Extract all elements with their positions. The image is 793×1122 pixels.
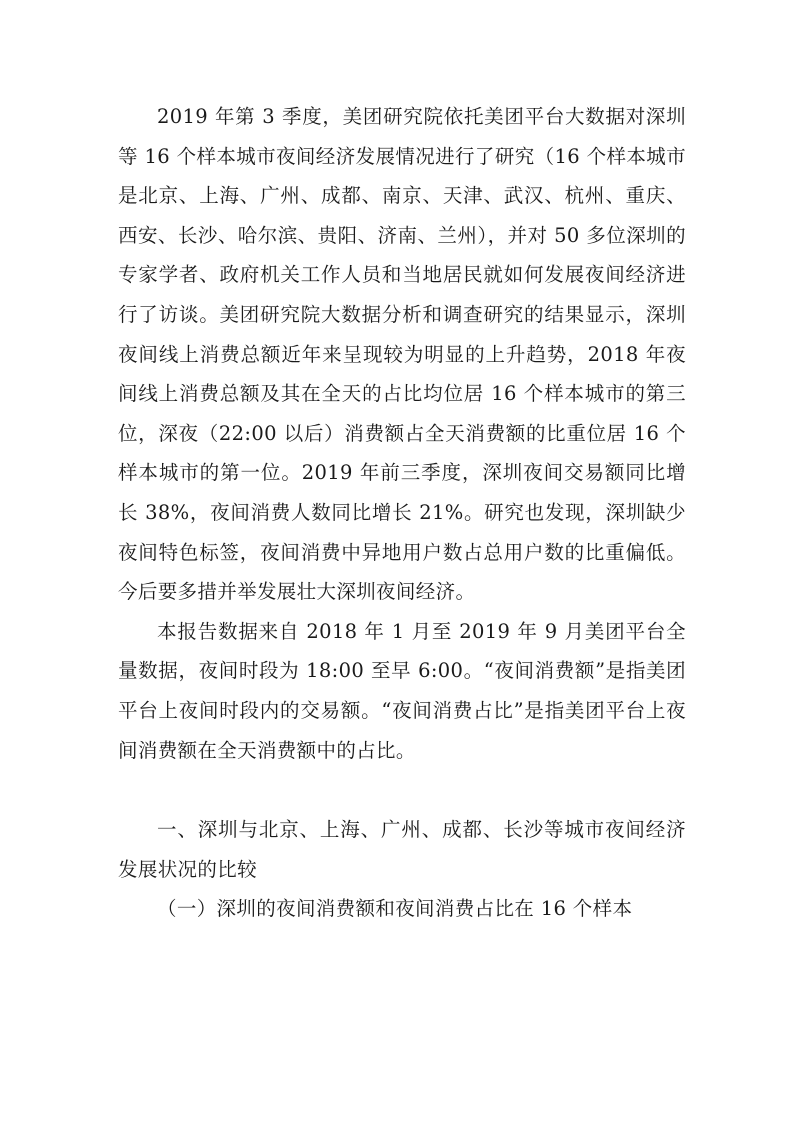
intro-paragraph: 2019 年第 3 季度，美团研究院依托美团平台大数据对深圳等 16 个样本城市夜间经济发展情况进行了研究（16 个样本城市是北京、上海、广州、成都、南京、天津、武汉、杭州、重庆、西安、长沙、哈尔滨、贵阳、济南、兰州），并对 50 多位深圳的专家学者、政府机关工作人员和当地居民就如何发展夜间经济进行了访谈。美团研究院大数据分析和调查研究的结果显示，深圳夜间线上消费总额近年来呈现较为明显的上升趋势，2018 年夜间线上消费总额及其在全天的占比均位居 16 个样本城市的第三位，深夜（22:00 以后）消费额占全天消费额的比重位居 16 个样本城市的第一位。2019 年前三季度，深圳夜间交易额同比增长 38%，夜间消费人数同比增长 21%。研究也发现，深圳缺少夜间特色标签，夜间消费中异地用户数占总用户数的比重偏低。今后要多措并举发展壮大深圳夜间经济。: [118, 105, 686, 604]
document-body: [118, 97, 686, 929]
section-spacer: [118, 770, 686, 810]
data-source-paragraph: 本报告数据来自 2018 年 1 月至 2019 年 9 月美团平台全量数据，夜间时段为 18:00 至早 6:00。“夜间消费额”是指美团平台上夜间时段内的交易额。“夜间消费占比”是指美团平台上夜间消费额在全天消费额中的占比。: [118, 619, 686, 762]
subsection-heading: （一）深圳的夜间消费额和夜间消费占比在 16 个样本: [157, 897, 633, 921]
section-heading: 一、深圳与北京、上海、广州、成都、长沙等城市夜间经济发展状况的比较: [118, 818, 686, 881]
